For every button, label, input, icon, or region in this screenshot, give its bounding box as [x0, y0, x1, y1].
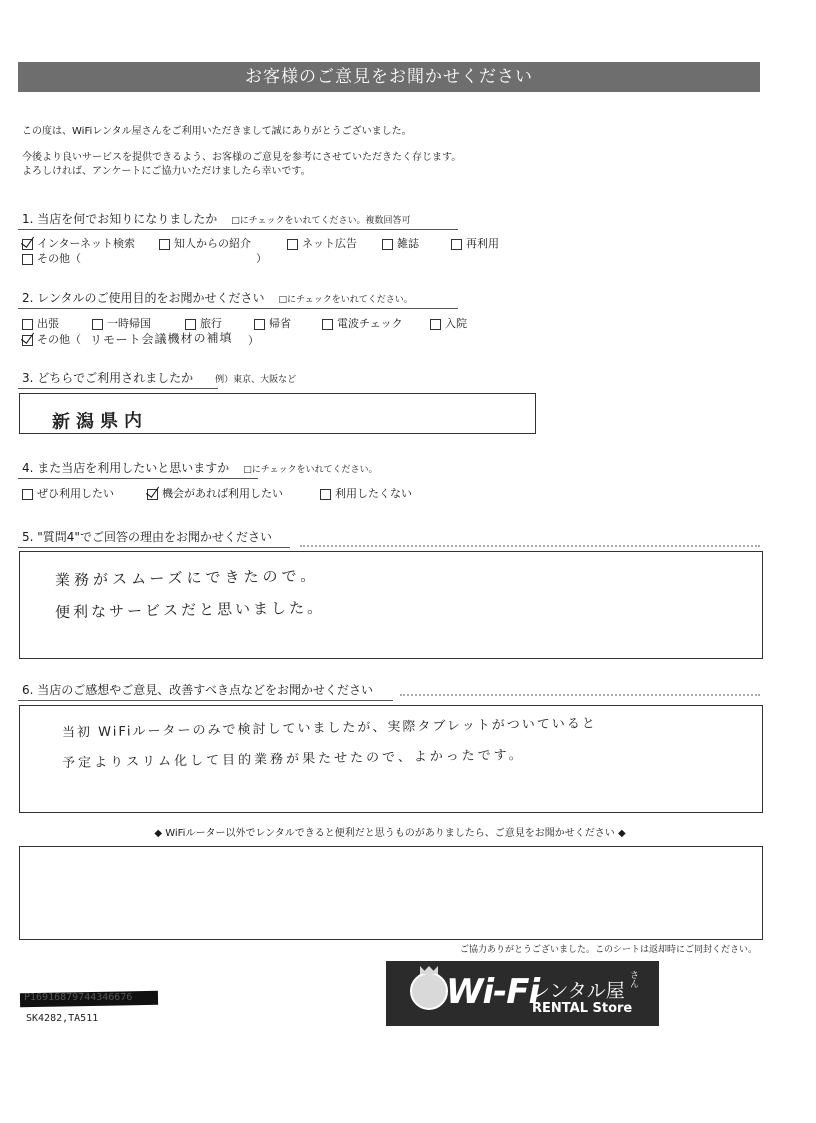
- page-title: お客様のご意見をお聞かせください: [18, 62, 760, 92]
- q1-title-text: 1. 当店を何でお知りになりましたか: [22, 212, 218, 226]
- q1-rule: [18, 229, 458, 230]
- q2-checkbox-signal-check[interactable]: [322, 319, 333, 330]
- q6-title: 6. 当店のご感想やご意見、改善すべき点などをお聞かせください: [22, 683, 374, 697]
- q1-option-label: 知人からの紹介: [174, 237, 251, 250]
- q1-checkbox-magazine[interactable]: [382, 239, 393, 250]
- q4-title-text: 4. また当店を利用したいと思いますか: [22, 461, 230, 475]
- q1-option-magazine[interactable]: [382, 237, 419, 251]
- q4-option-definitely[interactable]: [22, 487, 114, 501]
- q6-answer-line-2: 予定よりスリム化して目的業務が果たせたので、よかったです。: [61, 747, 525, 772]
- logo-rental-en: RENTAL Store: [532, 1001, 633, 1016]
- q1-note: □にチェックをいれてください。複数回答可: [231, 216, 411, 226]
- q1-option-reuse[interactable]: [451, 237, 499, 251]
- q5-title: 5. "質問4"でご回答の理由をお聞かせください: [22, 530, 272, 544]
- q2-option-label: 一時帰国: [107, 317, 151, 330]
- q2-option-temp-return[interactable]: [92, 317, 151, 331]
- scan-streak: [400, 694, 760, 696]
- q2-other-close: ）: [248, 334, 259, 347]
- q2-option-label: 電波チェック: [337, 317, 403, 330]
- q1-title: [22, 211, 411, 229]
- q2-checkbox-travel[interactable]: [185, 319, 196, 330]
- q1-option-internet[interactable]: [22, 237, 135, 251]
- q1-option-label: その他（: [37, 252, 81, 265]
- q6-answer-line-1: 当初 WiFiルーターのみで検討していましたが、実際タブレットがついていると: [61, 716, 597, 741]
- q1-option-label: 再利用: [466, 237, 499, 250]
- q2-checkbox-other[interactable]: [22, 335, 33, 346]
- form-code: SK4282,TA511: [26, 1013, 99, 1024]
- q2-option-label: 出張: [37, 317, 59, 330]
- intro-line-2: 今後より良いサービスを提供できるよう、お客様のご意見を参考にさせていただきたく存じます。: [22, 152, 462, 163]
- q2-other-answer: リモート会議機材の補填: [89, 330, 233, 348]
- q1-checkbox-friend[interactable]: [159, 239, 170, 250]
- q2-checkbox-homecoming[interactable]: [254, 319, 265, 330]
- q4-checkbox-definitely[interactable]: [22, 489, 33, 500]
- logo-san: さん: [628, 970, 638, 988]
- q6-rule: [18, 700, 393, 701]
- q5-answer-line-2: 便利なサービスだと思いました。: [54, 598, 326, 622]
- intro-line-3: よろしければ、アンケートにご協力いただけましたら幸いです。: [22, 166, 311, 177]
- footer-thanks: ご協力ありがとうございました。このシートは返却時にご同封ください。: [460, 945, 758, 955]
- q2-checkbox-hospital[interactable]: [430, 319, 441, 330]
- q1-option-label: 雑誌: [397, 237, 419, 250]
- q4-checkbox-if-chance[interactable]: [147, 489, 158, 500]
- q5-answer-line-1: 業務がスムーズにできたので。: [54, 566, 320, 590]
- q4-title: [22, 460, 378, 478]
- q3-rule: [18, 388, 218, 389]
- logo-rental-jp: レンタル屋: [531, 980, 625, 1002]
- q7-answer-box[interactable]: [19, 846, 763, 940]
- q2-option-label: その他（: [37, 333, 81, 346]
- q1-other-close: ）: [256, 252, 267, 265]
- q7-title: ◆ WiFiルーター以外でレンタルできると便利だと思うものがありましたら、ご意見をお聞かせください ◆: [154, 828, 626, 839]
- q4-checkbox-no[interactable]: [320, 489, 331, 500]
- q4-option-if-chance[interactable]: [147, 487, 283, 501]
- q2-option-homecoming[interactable]: [254, 317, 291, 331]
- q3-note: 例）東京、大阪など: [215, 375, 297, 385]
- scan-streak: [300, 545, 760, 547]
- q1-option-friend[interactable]: [159, 237, 251, 251]
- q2-option-hospital[interactable]: [430, 317, 467, 331]
- q1-checkbox-reuse[interactable]: [451, 239, 462, 250]
- crown-mascot-icon: [410, 972, 448, 1010]
- q5-rule: [18, 547, 290, 548]
- q1-option-label: インターネット検索: [37, 237, 136, 250]
- q1-option-other[interactable]: [22, 252, 81, 266]
- q1-checkbox-other[interactable]: [22, 254, 33, 265]
- q2-option-other[interactable]: [22, 333, 81, 347]
- q3-answer: 新潟県内: [51, 410, 149, 433]
- q2-title-text: 2. レンタルのご使用目的をお聞かせください: [22, 291, 265, 305]
- q4-option-label: 利用したくない: [335, 487, 412, 500]
- q1-option-label: ネット広告: [302, 237, 357, 250]
- q3-title-text: 3. どちらでご利用されましたか: [22, 371, 194, 385]
- q4-note: □にチェックをいれてください。: [243, 465, 378, 475]
- q2-note: □にチェックをいれてください。: [278, 295, 413, 305]
- q1-option-netad[interactable]: [287, 237, 357, 251]
- intro-line-1: この度は、WiFiレンタル屋さんをご利用いただきまして誠にありがとうございました。: [22, 126, 412, 137]
- q4-rule: [18, 478, 258, 479]
- q2-checkbox-business[interactable]: [22, 319, 33, 330]
- q2-checkbox-temp-return[interactable]: [92, 319, 103, 330]
- q2-option-label: 入院: [445, 317, 467, 330]
- q4-option-no[interactable]: [320, 487, 412, 501]
- logo-wifi-text: Wi-Fi: [446, 972, 540, 1012]
- q2-rule: [18, 308, 458, 309]
- q3-title: [22, 370, 296, 388]
- q4-option-label: ぜひ利用したい: [37, 487, 114, 500]
- redacted-id: P16916879744346676: [24, 992, 133, 1003]
- q2-option-label: 旅行: [200, 317, 222, 330]
- q1-checkbox-internet[interactable]: [22, 239, 33, 250]
- q4-option-label: 機会があれば利用したい: [162, 487, 283, 500]
- q2-option-signal-check[interactable]: [322, 317, 403, 331]
- q2-title: [22, 290, 413, 308]
- q2-option-label: 帰省: [269, 317, 291, 330]
- q1-checkbox-netad[interactable]: [287, 239, 298, 250]
